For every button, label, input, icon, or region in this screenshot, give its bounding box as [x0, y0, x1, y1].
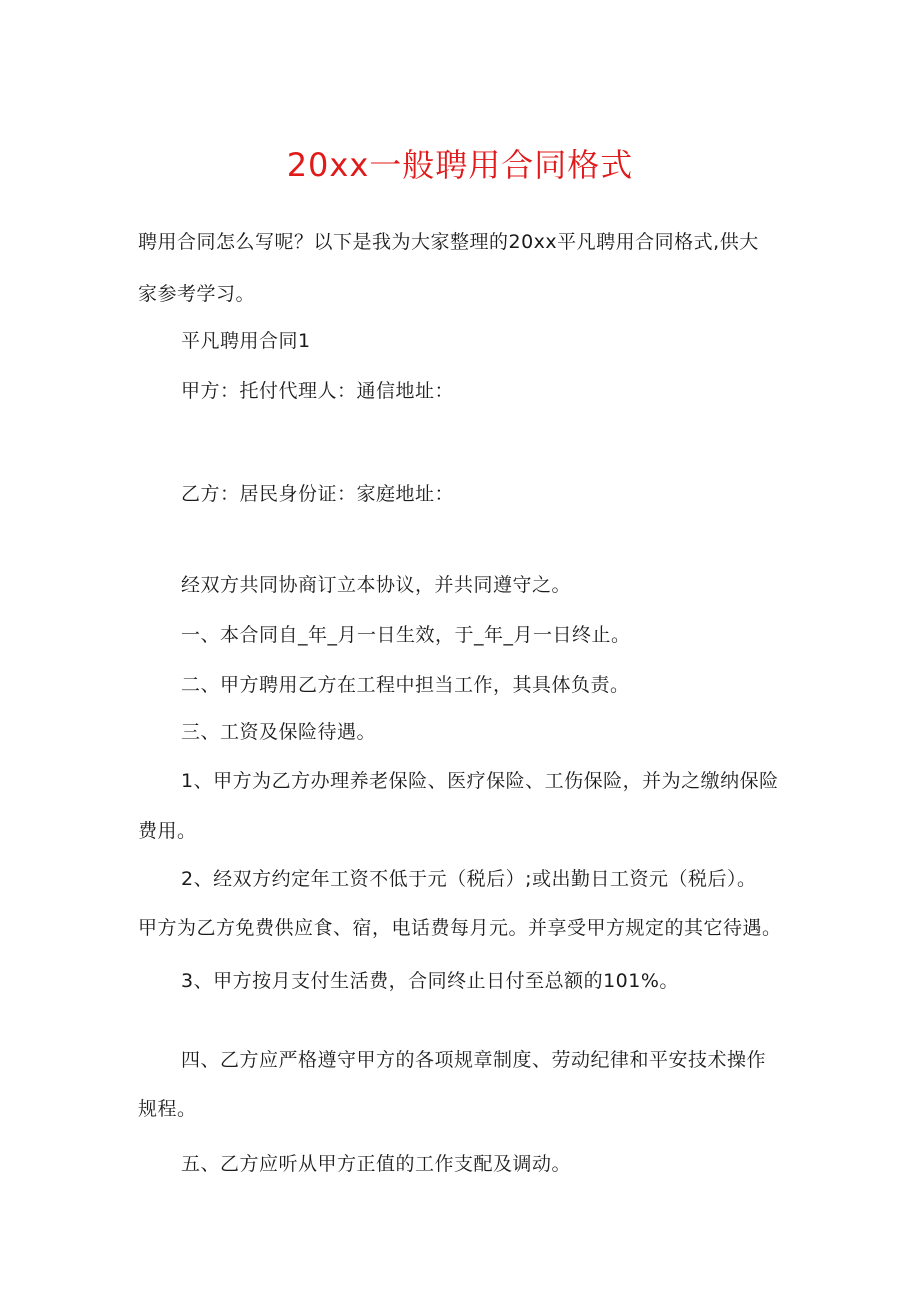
- item-2-line-2: 甲方为乙方免费供应食、宿，电话费每月元。并享受甲方规定的其它待遇。: [138, 917, 782, 939]
- clause-3: 三、工资及保险待遇。: [181, 721, 377, 743]
- item-2-line-1: 2、经双方约定年工资不低于元（税后）;或出勤日工资元（税后）。: [181, 868, 757, 890]
- item-1-line-1: 1、甲方为乙方办理养老保险、医疗保险、工伤保险，并为之缴纳保险: [181, 770, 779, 792]
- clause-2: 二、甲方聘用乙方在工程中担当工作，其具体负责。: [181, 674, 630, 696]
- contract-heading: 平凡聘用合同1: [181, 330, 311, 352]
- clause-5: 五、乙方应听从甲方正值的工作支配及调动。: [181, 1153, 572, 1175]
- document-title: 20xx一般聘用合同格式: [286, 146, 634, 184]
- item-1-line-2: 费用。: [138, 820, 197, 842]
- intro-line-1: 聘用合同怎么写呢？以下是我为大家整理的20xx平凡聘用合同格式,供大: [138, 231, 759, 253]
- clause-4-line-1: 四、乙方应严格遵守甲方的各项规章制度、劳动纪律和平安技术操作: [181, 1049, 767, 1071]
- item-3: 3、甲方按月支付生活费，合同终止日付至总额的101%。: [181, 970, 679, 992]
- party-b-line: 乙方：居民身份证：家庭地址：: [181, 483, 455, 505]
- agreement-line: 经双方共同协商订立本协议，并共同遵守之。: [181, 574, 572, 596]
- clause-1: 一、本合同自_年_月一日生效，于_年_月一日终止。: [181, 624, 631, 646]
- intro-line-2: 家参考学习。: [138, 283, 256, 305]
- clause-4-line-2: 规程。: [138, 1098, 197, 1120]
- party-a-line: 甲方：托付代理人：通信地址：: [181, 380, 455, 402]
